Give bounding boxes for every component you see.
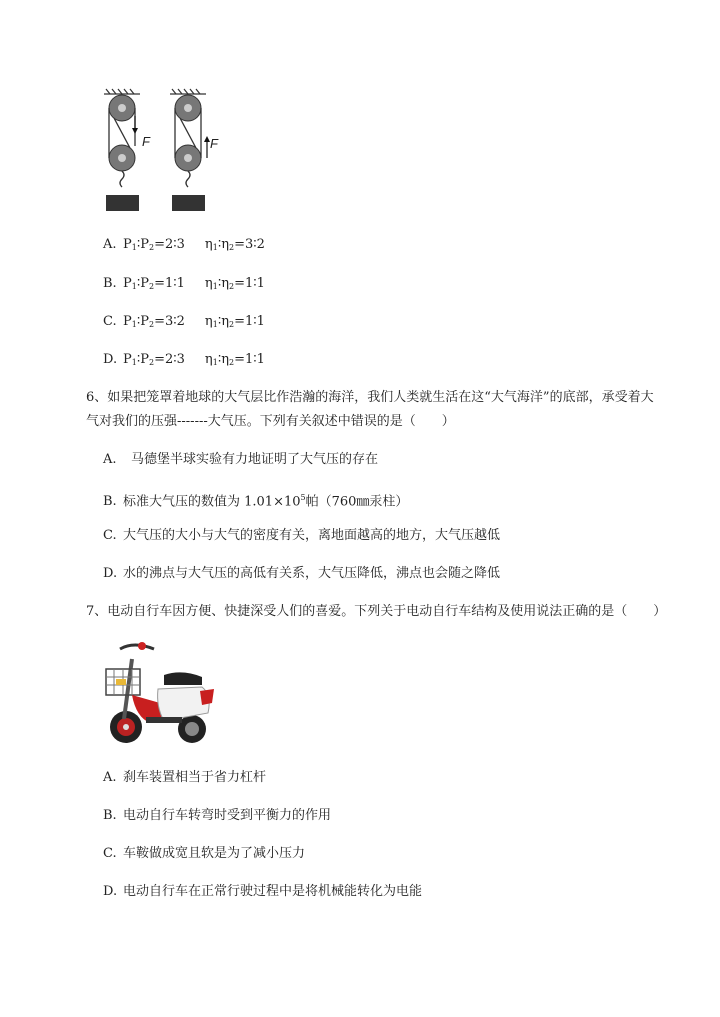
q6-option-a[interactable]: A. 马德堡半球实验有力地证明了大气压的存在 — [103, 452, 379, 467]
q6-stem-line1: 6、如果把笼罩着地球的大气层比作浩瀚的海洋，我们人类就生活在这“大气海洋”的底部，承受着大 — [86, 390, 654, 405]
q5-option-d[interactable]: D. $P_1∶P_2=2∶3$ $\eta_1∶\eta_2=1∶1$ — [103, 352, 265, 367]
pulley-right — [172, 95, 210, 211]
q7-option-b[interactable]: B. 电动自行车转弯时受到平衡力的作用 — [103, 808, 332, 823]
q5-option-a[interactable]: A. $P_1∶P_2=2∶3$ $\eta_1∶\eta_2=3∶2$ — [103, 237, 265, 252]
q5-option-b[interactable]: B. $P_1∶P_2=1∶1$ $\eta_1∶\eta_2=1∶1$ — [103, 276, 265, 291]
q5-option-c[interactable]: C. $P_1∶P_2=3∶2$ $\eta_1∶\eta_2=1∶1$ — [103, 314, 265, 329]
scooter-image — [102, 637, 218, 749]
q6-option-d[interactable]: D. 水的沸点与大气压的高低有关系，大气压降低，沸点也会随之降低 — [103, 566, 501, 581]
force-label-left: F — [142, 134, 150, 149]
q7-option-c[interactable]: C. 车鞍做成宽且软是为了减小压力 — [103, 846, 306, 861]
pulley-left — [106, 95, 139, 211]
q7-option-d[interactable]: D. 电动自行车在正常行驶过程中是将机械能转化为电能 — [103, 884, 423, 899]
q6-option-c[interactable]: C. 大气压的大小与大气的密度有关，离地面越高的地方，大气压越低 — [103, 528, 501, 543]
q7-option-a[interactable]: A. 刹车装置相当于省力杠杆 — [103, 770, 267, 785]
force-label-right: F — [210, 136, 218, 151]
q6-stem-line2: 气对我们的压强-------大气压。下列有关叙述中错误的是（ ） — [86, 414, 455, 429]
q7-stem: 7、电动自行车因方便、快捷深受人们的喜爱。下列关于电动自行车结构及使用说法正确的是（ ） — [86, 604, 667, 619]
pulley-figure — [96, 86, 226, 216]
q6-option-b[interactable]: B. 标准大气压的数值为 $1.01\times 10^5$帕（760㎜汞柱） — [103, 493, 409, 510]
